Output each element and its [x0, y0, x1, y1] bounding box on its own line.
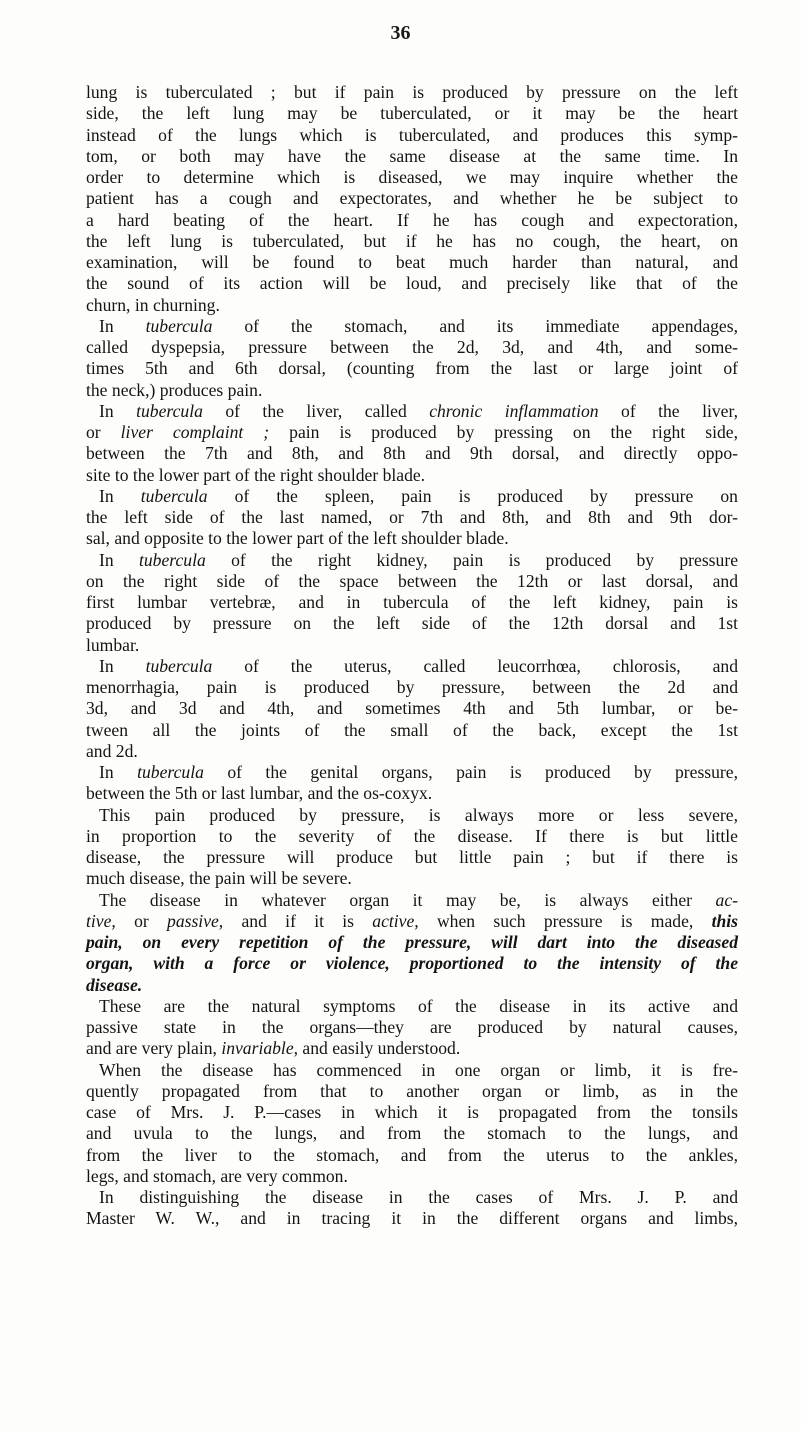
text-line — [86, 1017, 738, 1038]
text-line — [86, 316, 738, 337]
text-run: of the liver, — [598, 400, 738, 421]
text-line — [86, 465, 738, 486]
text-line — [86, 762, 738, 783]
text-run: pain is produced by pressing on the right side, — [269, 422, 738, 442]
text-line — [86, 890, 738, 911]
text-line — [86, 783, 738, 804]
text-run: the neck,) produces pain. — [86, 379, 263, 400]
text-line — [86, 1166, 738, 1187]
text-run: between the 7th and 8th, and 8th and 9th dorsal, and directly oppo- — [86, 443, 738, 464]
text-line — [86, 295, 738, 316]
text-line — [86, 592, 738, 613]
text-run: In — [99, 655, 146, 676]
text-line — [86, 82, 738, 103]
text-line — [86, 975, 738, 996]
text-run: the left lung is tuberculated, but if he has no cough, the heart, on — [86, 230, 738, 251]
italic-text: tubercula — [139, 549, 206, 570]
text-run: In — [99, 315, 146, 336]
italic-text: tive, — [86, 910, 116, 931]
text-run: The disease in whatever organ it may be, is always either — [99, 889, 716, 910]
text-run: case of Mrs. J. P.—cases in which it is propagated from the tonsils — [86, 1102, 738, 1122]
text-run: In — [99, 762, 138, 782]
italic-text: passive, — [167, 910, 224, 931]
text-run: much disease, the pain will be severe. — [86, 868, 352, 889]
italic-text: invariable, — [221, 1038, 299, 1059]
text-run: Master W. W., and in tracing it in the different organs and limbs, — [86, 1208, 738, 1229]
text-run: In — [99, 485, 141, 506]
text-line — [86, 1102, 738, 1123]
italic-text: tubercula — [137, 762, 204, 782]
text-line — [86, 805, 738, 826]
text-run: quently propagated from that to another organ or limb, as in the — [86, 1080, 738, 1101]
text-run: tween all the joints of the small of the back, except the 1st — [86, 719, 738, 740]
text-run: in proportion to the severity of the disease. If there is but little — [86, 825, 738, 846]
text-run: 3d, and 3d and 4th, and sometimes 4th and 5th lumbar, or be- — [86, 698, 738, 719]
text-run: of the uterus, called leucorrhœa, chlorosis, and — [212, 655, 738, 676]
italic-text: tubercula — [145, 655, 213, 676]
text-line — [86, 613, 738, 634]
text-line — [86, 167, 738, 188]
text-run: and 2d. — [86, 740, 138, 761]
text-run: and easily understood. — [298, 1038, 461, 1059]
text-run: sal, and opposite to the lower part of the left shoulder blade. — [86, 528, 509, 549]
text-run: first lumbar vertebræ, and in tubercula of the left kidney, pain is — [86, 592, 738, 612]
text-line — [86, 911, 738, 932]
text-line — [86, 273, 738, 294]
text-line — [86, 337, 738, 358]
text-run: When the disease has commenced in one organ or limb, it is fre- — [99, 1059, 738, 1080]
italic-text: chronic inflammation — [429, 400, 599, 421]
text-line — [86, 1145, 738, 1166]
italic-text: tubercula — [145, 315, 213, 336]
text-run: of the spleen, pain is produced by pressure on — [207, 485, 738, 506]
italic-text: ac- — [715, 889, 738, 910]
text-line — [86, 571, 738, 592]
text-run: examination, will be found to beat much harder than natural, and — [86, 252, 738, 272]
text-run: the sound of its action will be loud, and precisely like that of the — [86, 273, 738, 294]
text-line — [86, 358, 738, 379]
text-run: menorrhagia, pain is produced by pressure, between the 2d and — [86, 677, 738, 697]
text-run: on the right side of the space between the 12th or last dorsal, and — [86, 570, 738, 591]
text-run: of the liver, called — [202, 400, 430, 421]
text-run: passive state in the organs—they are produced by natural causes, — [86, 1017, 738, 1037]
text-run: or — [115, 910, 168, 931]
text-line — [86, 380, 738, 401]
text-line — [86, 1060, 738, 1081]
text-run: patient has a cough and expectorates, and whether he be subject to — [86, 188, 738, 209]
text-line — [86, 103, 738, 124]
text-run: lumbar. — [86, 634, 140, 655]
text-line — [86, 996, 738, 1017]
text-run: In — [99, 400, 137, 421]
text-line — [86, 422, 738, 443]
text-run: lung is tuberculated ; but if pain is produced by pressure on the left — [86, 82, 738, 102]
text-line — [86, 720, 738, 741]
text-run: In distinguishing the disease in the cases of Mrs. J. P. and — [99, 1187, 738, 1207]
text-line — [86, 231, 738, 252]
text-line — [86, 443, 738, 464]
text-run: This pain produced by pressure, is always more or less severe, — [99, 804, 738, 825]
text-run: instead of the lungs which is tuberculated, and produces this symp- — [86, 124, 738, 145]
text-line — [86, 210, 738, 231]
text-run: from the liver to the stomach, and from the uterus to the ankles, — [86, 1144, 738, 1165]
text-run: or — [86, 422, 121, 442]
text-run: and uvula to the lungs, and from the stomach to the lungs, and — [86, 1123, 738, 1144]
text-line — [86, 635, 738, 656]
italic-text: liver complaint ; — [120, 422, 270, 442]
text-run: when such pressure is made, — [418, 910, 712, 931]
text-run: times 5th and 6th dorsal, (counting from the last or large joint of — [86, 358, 738, 379]
emphasized-text: pain, on every repetition of the pressure, will dart into the diseased — [86, 932, 738, 952]
text-run: order to determine which is diseased, we may inquire whether the — [86, 167, 738, 187]
italic-text: tubercula — [140, 485, 208, 506]
text-run: side, the left lung may be tuberculated, or it may be the heart — [86, 103, 738, 124]
text-line — [86, 868, 738, 889]
text-line — [86, 847, 738, 868]
text-line — [86, 252, 738, 273]
text-line — [86, 188, 738, 209]
text-run: In — [99, 549, 139, 570]
text-line — [86, 656, 738, 677]
emphasized-text: disease. — [86, 974, 143, 995]
text-run: of the genital organs, pain is produced by pressure, — [203, 762, 738, 782]
text-run: produced by pressure on the left side of the 12th dorsal and 1st — [86, 613, 738, 634]
text-line — [86, 953, 738, 974]
text-line — [86, 1038, 738, 1059]
text-run: site to the lower part of the right shoulder blade. — [86, 464, 426, 485]
text-run: called dyspepsia, pressure between the 2d, 3d, and 4th, and some- — [86, 337, 738, 357]
emphasized-text: organ, with a force or violence, proportioned to the intensity of the — [86, 953, 738, 974]
text-line — [86, 1123, 738, 1144]
text-run: of the stomach, and its immediate appendages, — [212, 315, 738, 336]
text-line — [86, 1208, 738, 1229]
text-line — [86, 550, 738, 571]
text-run: a hard beating of the heart. If he has cough and expectoration, — [86, 209, 738, 230]
text-line — [86, 826, 738, 847]
text-line — [86, 1187, 738, 1208]
text-run: legs, and stomach, are very common. — [86, 1165, 348, 1186]
emphasized-text: this — [711, 910, 738, 931]
text-run: of the right kidney, pain is produced by pressure — [205, 549, 738, 570]
italic-text: tubercula — [136, 400, 203, 421]
text-line — [86, 528, 738, 549]
text-line — [86, 507, 738, 528]
text-run: the left side of the last named, or 7th and 8th, and 8th and 9th dor- — [86, 507, 738, 527]
page-number: 36 — [390, 22, 411, 44]
text-line — [86, 698, 738, 719]
text-line — [86, 741, 738, 762]
text-line — [86, 1081, 738, 1102]
text-run: and are very plain, — [86, 1038, 222, 1059]
body-text — [86, 82, 738, 1230]
text-run: churn, in churning. — [86, 294, 220, 315]
text-run: between the 5th or last lumbar, and the os-coxyx. — [86, 783, 433, 804]
text-line — [86, 932, 738, 953]
text-line — [86, 401, 738, 422]
text-line — [86, 125, 738, 146]
text-line — [86, 146, 738, 167]
text-run: and if it is — [223, 910, 373, 931]
text-run: disease, the pressure will produce but little pain ; but if there is — [86, 847, 738, 867]
text-run: These are the natural symptoms of the disease in its active and — [99, 995, 738, 1016]
text-line — [86, 486, 738, 507]
text-run: tom, or both may have the same disease at the same time. In — [86, 145, 738, 166]
text-line — [86, 677, 738, 698]
italic-text: active, — [372, 910, 419, 931]
